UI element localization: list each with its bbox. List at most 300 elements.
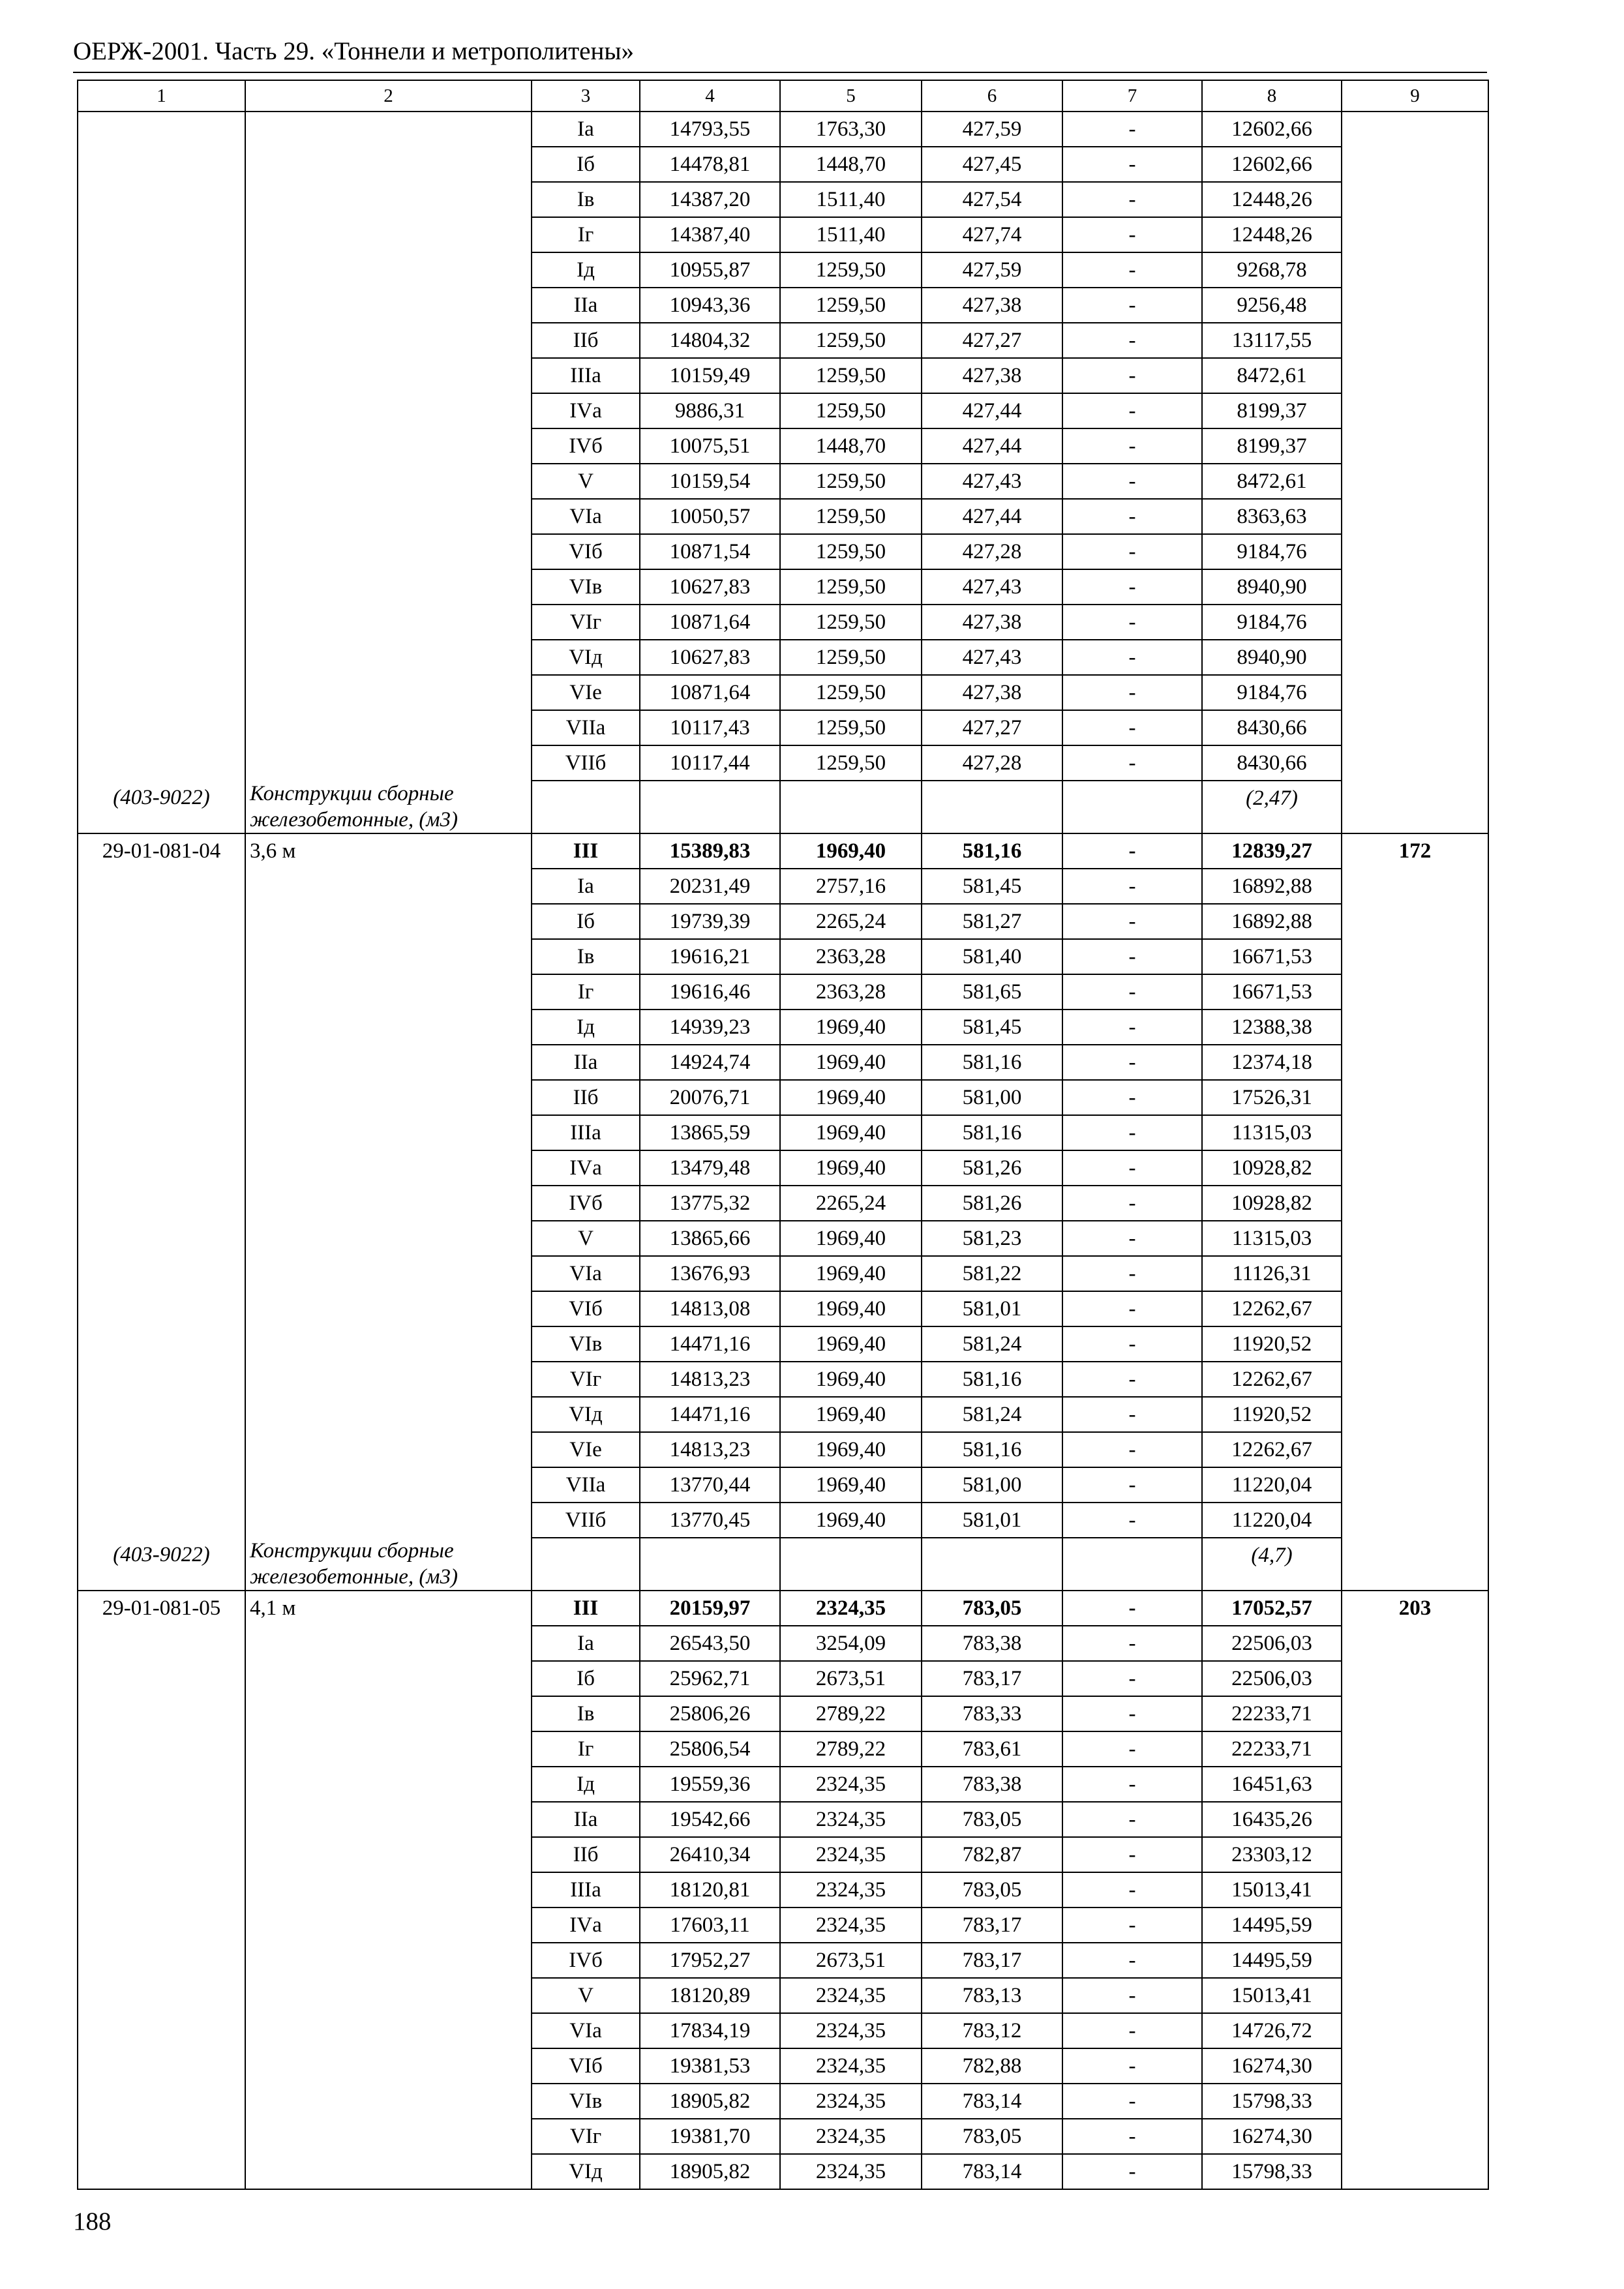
table-row xyxy=(78,1943,1488,1978)
value-cell: 783,38 xyxy=(922,1767,1062,1802)
value-cell: 12262,67 xyxy=(1202,1432,1342,1467)
variant-cell: Iд xyxy=(532,252,640,288)
variant-cell: VIIб xyxy=(532,1503,640,1538)
value-cell: - xyxy=(1062,2119,1202,2154)
variant-cell: IIа xyxy=(532,1045,640,1080)
size-cell-empty xyxy=(245,1978,532,2013)
size-cell-empty xyxy=(245,217,532,252)
value-cell: 12262,67 xyxy=(1202,1362,1342,1397)
table-row xyxy=(78,640,1488,675)
material-quantity-cell: (4,7) xyxy=(1202,1538,1342,1591)
value-cell: 14387,40 xyxy=(640,217,780,252)
size-cell-empty xyxy=(245,605,532,640)
value-cell: 427,38 xyxy=(922,675,1062,710)
value-cell: 8363,63 xyxy=(1202,499,1342,534)
value-cell: 1259,50 xyxy=(780,534,922,569)
value-cell: 17052,57 xyxy=(1202,1591,1342,1626)
table-row xyxy=(78,1626,1488,1661)
value-cell: 427,44 xyxy=(922,393,1062,428)
rate-count-cell-empty xyxy=(1342,1767,1488,1802)
variant-cell: V xyxy=(532,1221,640,1256)
value-cell: - xyxy=(1062,869,1202,904)
value-cell: 14924,74 xyxy=(640,1045,780,1080)
value-cell: 22506,03 xyxy=(1202,1626,1342,1661)
value-cell: 1969,40 xyxy=(780,1397,922,1432)
value-cell: 2363,28 xyxy=(780,974,922,1010)
value-cell: 1259,50 xyxy=(780,323,922,358)
value-cell: 16892,88 xyxy=(1202,904,1342,939)
value-cell: - xyxy=(1062,1591,1202,1626)
value-cell: 16274,30 xyxy=(1202,2119,1342,2154)
value-cell: 427,27 xyxy=(922,323,1062,358)
variant-cell: Iд xyxy=(532,1767,640,1802)
value-cell: - xyxy=(1062,1837,1202,1872)
value-cell: 10159,54 xyxy=(640,464,780,499)
variant-cell: IVа xyxy=(532,1150,640,1186)
column-number: 5 xyxy=(780,80,922,112)
value-cell-empty xyxy=(640,1538,780,1591)
value-cell: - xyxy=(1062,1767,1202,1802)
value-cell: - xyxy=(1062,288,1202,323)
table-row xyxy=(78,2119,1488,2154)
column-number: 1 xyxy=(78,80,245,112)
value-cell: 1969,40 xyxy=(780,1467,922,1503)
size-cell-empty xyxy=(245,1045,532,1080)
table-row xyxy=(78,288,1488,323)
value-cell: 581,16 xyxy=(922,1362,1062,1397)
variant-cell: VIIа xyxy=(532,1467,640,1503)
table-row xyxy=(78,1767,1488,1802)
value-cell: 2265,24 xyxy=(780,904,922,939)
value-cell: - xyxy=(1062,904,1202,939)
value-cell: 427,54 xyxy=(922,182,1062,217)
size-cell-empty xyxy=(245,112,532,147)
table-row xyxy=(78,869,1488,904)
variant-cell: III xyxy=(532,833,640,869)
value-cell: 22233,71 xyxy=(1202,1731,1342,1767)
value-cell: 1969,40 xyxy=(780,1045,922,1080)
value-cell: 16451,63 xyxy=(1202,1767,1342,1802)
variant-cell: IIIа xyxy=(532,358,640,393)
value-cell: - xyxy=(1062,2084,1202,2119)
value-cell: 14793,55 xyxy=(640,112,780,147)
value-cell: 22506,03 xyxy=(1202,1661,1342,1696)
table-row xyxy=(78,1591,1488,1626)
value-cell: 2324,35 xyxy=(780,2119,922,2154)
value-cell: 581,24 xyxy=(922,1326,1062,1362)
table-row xyxy=(78,745,1488,781)
code-cell-empty xyxy=(78,904,245,939)
value-cell: 11126,31 xyxy=(1202,1256,1342,1291)
code-cell-empty xyxy=(78,393,245,428)
rate-count-cell-empty xyxy=(1342,1538,1488,1591)
value-cell: 19381,70 xyxy=(640,2119,780,2154)
table-row xyxy=(78,1432,1488,1467)
rate-count-cell-empty xyxy=(1342,1943,1488,1978)
variant-cell: IVб xyxy=(532,1943,640,1978)
variant-cell: Iб xyxy=(532,904,640,939)
table-row xyxy=(78,112,1488,147)
value-cell: 581,45 xyxy=(922,869,1062,904)
value-cell-empty xyxy=(532,1538,640,1591)
variant-cell: VIа xyxy=(532,499,640,534)
code-cell-empty xyxy=(78,745,245,781)
value-cell: - xyxy=(1062,1115,1202,1150)
value-cell: 783,14 xyxy=(922,2154,1062,2189)
size-cell-empty xyxy=(245,1291,532,1326)
value-cell: 15389,83 xyxy=(640,833,780,869)
rate-count-cell-empty xyxy=(1342,393,1488,428)
value-cell: 783,05 xyxy=(922,1591,1062,1626)
size-cell-empty xyxy=(245,2013,532,2048)
code-cell-empty xyxy=(78,1080,245,1115)
value-cell: 581,16 xyxy=(922,833,1062,869)
rate-count-cell-empty xyxy=(1342,781,1488,833)
table-row xyxy=(78,2154,1488,2189)
value-cell: - xyxy=(1062,1397,1202,1432)
variant-cell: VIе xyxy=(532,1432,640,1467)
value-cell: 14813,23 xyxy=(640,1362,780,1397)
table-row xyxy=(78,2013,1488,2048)
value-cell: 581,22 xyxy=(922,1256,1062,1291)
value-cell: 10627,83 xyxy=(640,569,780,605)
size-cell-empty xyxy=(245,2119,532,2154)
value-cell: 26410,34 xyxy=(640,1837,780,1872)
value-cell: 1969,40 xyxy=(780,833,922,869)
value-cell: 783,14 xyxy=(922,2084,1062,2119)
value-cell: 8472,61 xyxy=(1202,358,1342,393)
value-cell: 11920,52 xyxy=(1202,1326,1342,1362)
value-cell: 2324,35 xyxy=(780,2013,922,2048)
value-cell: 427,59 xyxy=(922,252,1062,288)
value-cell: 2324,35 xyxy=(780,2048,922,2084)
value-cell: 581,00 xyxy=(922,1080,1062,1115)
value-cell: - xyxy=(1062,605,1202,640)
table-row xyxy=(78,1696,1488,1731)
size-cell-empty xyxy=(245,1908,532,1943)
rate-count-cell-empty xyxy=(1342,974,1488,1010)
value-cell-empty xyxy=(780,781,922,833)
size-cell-empty xyxy=(245,974,532,1010)
value-cell: 427,44 xyxy=(922,499,1062,534)
value-cell: 581,16 xyxy=(922,1432,1062,1467)
value-cell: 783,17 xyxy=(922,1661,1062,1696)
table-row xyxy=(78,1661,1488,1696)
value-cell: 1969,40 xyxy=(780,1291,922,1326)
code-cell-empty xyxy=(78,147,245,182)
value-cell: 20231,49 xyxy=(640,869,780,904)
value-cell: 9184,76 xyxy=(1202,605,1342,640)
size-cell-empty xyxy=(245,1080,532,1115)
value-cell: 10117,43 xyxy=(640,710,780,745)
rate-count-cell-empty xyxy=(1342,1186,1488,1221)
table-row xyxy=(78,2048,1488,2084)
value-cell: - xyxy=(1062,1362,1202,1397)
rate-count-cell-empty xyxy=(1342,1115,1488,1150)
value-cell: 11920,52 xyxy=(1202,1397,1342,1432)
size-cell-empty xyxy=(245,534,532,569)
size-cell-empty xyxy=(245,710,532,745)
table-row xyxy=(78,464,1488,499)
variant-cell: IVа xyxy=(532,393,640,428)
variant-cell: Iа xyxy=(532,112,640,147)
size-cell-empty xyxy=(245,939,532,974)
value-cell: - xyxy=(1062,147,1202,182)
value-cell: - xyxy=(1062,464,1202,499)
value-cell: - xyxy=(1062,1150,1202,1186)
value-cell: - xyxy=(1062,745,1202,781)
value-cell: 2324,35 xyxy=(780,1837,922,1872)
variant-cell: Iг xyxy=(532,217,640,252)
value-cell: 18905,82 xyxy=(640,2154,780,2189)
value-cell: 17952,27 xyxy=(640,1943,780,1978)
value-cell: 8199,37 xyxy=(1202,393,1342,428)
rate-count-cell-empty xyxy=(1342,1010,1488,1045)
code-cell-empty xyxy=(78,1467,245,1503)
value-cell: 581,23 xyxy=(922,1221,1062,1256)
value-cell: 10050,57 xyxy=(640,499,780,534)
value-cell: - xyxy=(1062,1432,1202,1467)
size-cell-empty xyxy=(245,1837,532,1872)
size-cell-empty xyxy=(245,252,532,288)
value-cell: 581,45 xyxy=(922,1010,1062,1045)
value-cell-empty xyxy=(1062,1538,1202,1591)
value-cell: 10955,87 xyxy=(640,252,780,288)
size-cell-empty xyxy=(245,1115,532,1150)
code-cell-empty xyxy=(78,499,245,534)
size-cell-empty xyxy=(245,147,532,182)
value-cell: 13770,44 xyxy=(640,1467,780,1503)
value-cell: - xyxy=(1062,534,1202,569)
code-cell-empty xyxy=(78,1186,245,1221)
code-cell-empty xyxy=(78,1767,245,1802)
value-cell: 8430,66 xyxy=(1202,710,1342,745)
table-row xyxy=(78,1291,1488,1326)
rate-count-cell-empty xyxy=(1342,675,1488,710)
variant-cell: Iв xyxy=(532,1696,640,1731)
code-cell-empty xyxy=(78,869,245,904)
rate-count-cell-empty xyxy=(1342,534,1488,569)
value-cell: - xyxy=(1062,1186,1202,1221)
value-cell: 19616,21 xyxy=(640,939,780,974)
value-cell: 427,44 xyxy=(922,428,1062,464)
value-cell: 1259,50 xyxy=(780,393,922,428)
code-cell: 29-01-081-04 xyxy=(78,833,245,869)
rate-count-cell-empty xyxy=(1342,1661,1488,1696)
value-cell: 581,65 xyxy=(922,974,1062,1010)
value-cell: 783,05 xyxy=(922,2119,1062,2154)
value-cell: 783,13 xyxy=(922,1978,1062,2013)
value-cell: - xyxy=(1062,252,1202,288)
value-cell: - xyxy=(1062,1467,1202,1503)
value-cell: 1259,50 xyxy=(780,288,922,323)
variant-cell: VIб xyxy=(532,2048,640,2084)
table-row xyxy=(78,358,1488,393)
table-row xyxy=(78,1397,1488,1432)
size-cell-empty xyxy=(245,1397,532,1432)
code-cell-empty xyxy=(78,1661,245,1696)
value-cell: 9268,78 xyxy=(1202,252,1342,288)
code-cell-empty xyxy=(78,1978,245,2013)
value-cell: 10117,44 xyxy=(640,745,780,781)
value-cell: 1448,70 xyxy=(780,428,922,464)
code-cell-empty xyxy=(78,288,245,323)
value-cell: 10159,49 xyxy=(640,358,780,393)
code-cell-empty xyxy=(78,1908,245,1943)
value-cell: - xyxy=(1062,1731,1202,1767)
variant-cell: VIг xyxy=(532,605,640,640)
value-cell: 783,33 xyxy=(922,1696,1062,1731)
variant-cell: IIа xyxy=(532,288,640,323)
value-cell: 19542,66 xyxy=(640,1802,780,1837)
table-row xyxy=(78,710,1488,745)
value-cell: 1969,40 xyxy=(780,1503,922,1538)
value-cell: 427,38 xyxy=(922,358,1062,393)
value-cell: - xyxy=(1062,1661,1202,1696)
code-cell-empty xyxy=(78,1010,245,1045)
value-cell: 782,88 xyxy=(922,2048,1062,2084)
value-cell: 427,28 xyxy=(922,745,1062,781)
size-cell-empty xyxy=(245,1767,532,1802)
value-cell: 19739,39 xyxy=(640,904,780,939)
table-row xyxy=(78,1221,1488,1256)
value-cell: 783,38 xyxy=(922,1626,1062,1661)
value-cell: - xyxy=(1062,217,1202,252)
variant-cell: Iа xyxy=(532,1626,640,1661)
value-cell: 2265,24 xyxy=(780,1186,922,1221)
value-cell: 2324,35 xyxy=(780,2084,922,2119)
value-cell: - xyxy=(1062,1696,1202,1731)
rate-count-cell-empty xyxy=(1342,569,1488,605)
variant-cell: VIв xyxy=(532,1326,640,1362)
value-cell: 15798,33 xyxy=(1202,2154,1342,2189)
code-cell-empty xyxy=(78,2084,245,2119)
variant-cell: IIIа xyxy=(532,1115,640,1150)
value-cell: 13865,59 xyxy=(640,1115,780,1150)
rate-count-cell-empty xyxy=(1342,605,1488,640)
rate-count-cell-empty xyxy=(1342,640,1488,675)
variant-cell: IVа xyxy=(532,1908,640,1943)
value-cell: 10871,64 xyxy=(640,605,780,640)
value-cell: 783,17 xyxy=(922,1943,1062,1978)
value-cell: 18120,89 xyxy=(640,1978,780,2013)
variant-cell: VIIб xyxy=(532,745,640,781)
value-cell: 12374,18 xyxy=(1202,1045,1342,1080)
table-row xyxy=(78,217,1488,252)
variant-cell: Iб xyxy=(532,147,640,182)
rate-count-cell-empty xyxy=(1342,1908,1488,1943)
rate-count-cell-empty xyxy=(1342,745,1488,781)
value-cell: 783,17 xyxy=(922,1908,1062,1943)
code-cell: 29-01-081-05 xyxy=(78,1591,245,1626)
rate-count-cell-empty xyxy=(1342,1397,1488,1432)
value-cell: 427,27 xyxy=(922,710,1062,745)
code-cell-empty xyxy=(78,675,245,710)
value-cell: 14471,16 xyxy=(640,1326,780,1362)
value-cell: 581,27 xyxy=(922,904,1062,939)
table-row xyxy=(78,1080,1488,1115)
value-cell: - xyxy=(1062,1978,1202,2013)
value-cell: 2324,35 xyxy=(780,1802,922,1837)
value-cell: 12448,26 xyxy=(1202,217,1342,252)
size-cell-empty xyxy=(245,358,532,393)
table-row xyxy=(78,1978,1488,2013)
size-cell-empty xyxy=(245,1326,532,1362)
table-row xyxy=(78,675,1488,710)
rate-count-cell-empty xyxy=(1342,112,1488,147)
variant-cell: IVб xyxy=(532,428,640,464)
value-cell: 8430,66 xyxy=(1202,745,1342,781)
rate-count-cell-empty xyxy=(1342,1626,1488,1661)
value-cell: 1448,70 xyxy=(780,147,922,182)
rate-count-cell-empty xyxy=(1342,1326,1488,1362)
page-header: ОЕРЖ-2001. Часть 29. «Тоннели и метрополитены» xyxy=(73,37,635,65)
value-cell: 581,26 xyxy=(922,1186,1062,1221)
code-cell-empty xyxy=(78,569,245,605)
size-cell-empty xyxy=(245,1432,532,1467)
value-cell: - xyxy=(1062,1221,1202,1256)
rate-count-cell-empty xyxy=(1342,869,1488,904)
code-cell-empty xyxy=(78,1256,245,1291)
table-row xyxy=(78,2084,1488,2119)
code-cell-empty xyxy=(78,974,245,1010)
value-cell: - xyxy=(1062,323,1202,358)
value-cell: 13775,32 xyxy=(640,1186,780,1221)
value-cell: 581,16 xyxy=(922,1045,1062,1080)
value-cell: 581,00 xyxy=(922,1467,1062,1503)
value-cell: - xyxy=(1062,428,1202,464)
value-cell: 20159,97 xyxy=(640,1591,780,1626)
value-cell: 581,16 xyxy=(922,1115,1062,1150)
value-cell: 14471,16 xyxy=(640,1397,780,1432)
column-number-row xyxy=(78,80,1488,112)
rate-count-cell-empty xyxy=(1342,1221,1488,1256)
value-cell: 1259,50 xyxy=(780,710,922,745)
rate-count-cell-empty xyxy=(1342,1837,1488,1872)
variant-cell: Iд xyxy=(532,1010,640,1045)
value-cell: 8199,37 xyxy=(1202,428,1342,464)
rate-count-cell-empty xyxy=(1342,1432,1488,1467)
code-cell-empty xyxy=(78,1943,245,1978)
size-cell-empty xyxy=(245,393,532,428)
size-cell: 3,6 м xyxy=(245,833,532,869)
table-row xyxy=(78,1115,1488,1150)
value-cell: 581,24 xyxy=(922,1397,1062,1432)
code-cell-empty xyxy=(78,1397,245,1432)
table-row xyxy=(78,1186,1488,1221)
variant-cell: VIг xyxy=(532,1362,640,1397)
size-cell-empty xyxy=(245,2154,532,2189)
size-cell-empty xyxy=(245,499,532,534)
value-cell: - xyxy=(1062,640,1202,675)
rate-count-cell-empty xyxy=(1342,1467,1488,1503)
rate-count-cell-empty xyxy=(1342,2119,1488,2154)
value-cell: - xyxy=(1062,1503,1202,1538)
rate-count-cell-empty xyxy=(1342,2154,1488,2189)
value-cell: 1259,50 xyxy=(780,358,922,393)
table-row xyxy=(78,1150,1488,1186)
value-cell: 9256,48 xyxy=(1202,288,1342,323)
column-number: 6 xyxy=(922,80,1062,112)
rate-count-cell-empty xyxy=(1342,2048,1488,2084)
page-number: 188 xyxy=(73,2207,112,2236)
rate-count-cell-empty xyxy=(1342,323,1488,358)
value-cell: 14495,59 xyxy=(1202,1943,1342,1978)
value-cell: 1969,40 xyxy=(780,1115,922,1150)
value-cell: 427,45 xyxy=(922,147,1062,182)
size-cell-empty xyxy=(245,569,532,605)
value-cell: 2757,16 xyxy=(780,869,922,904)
